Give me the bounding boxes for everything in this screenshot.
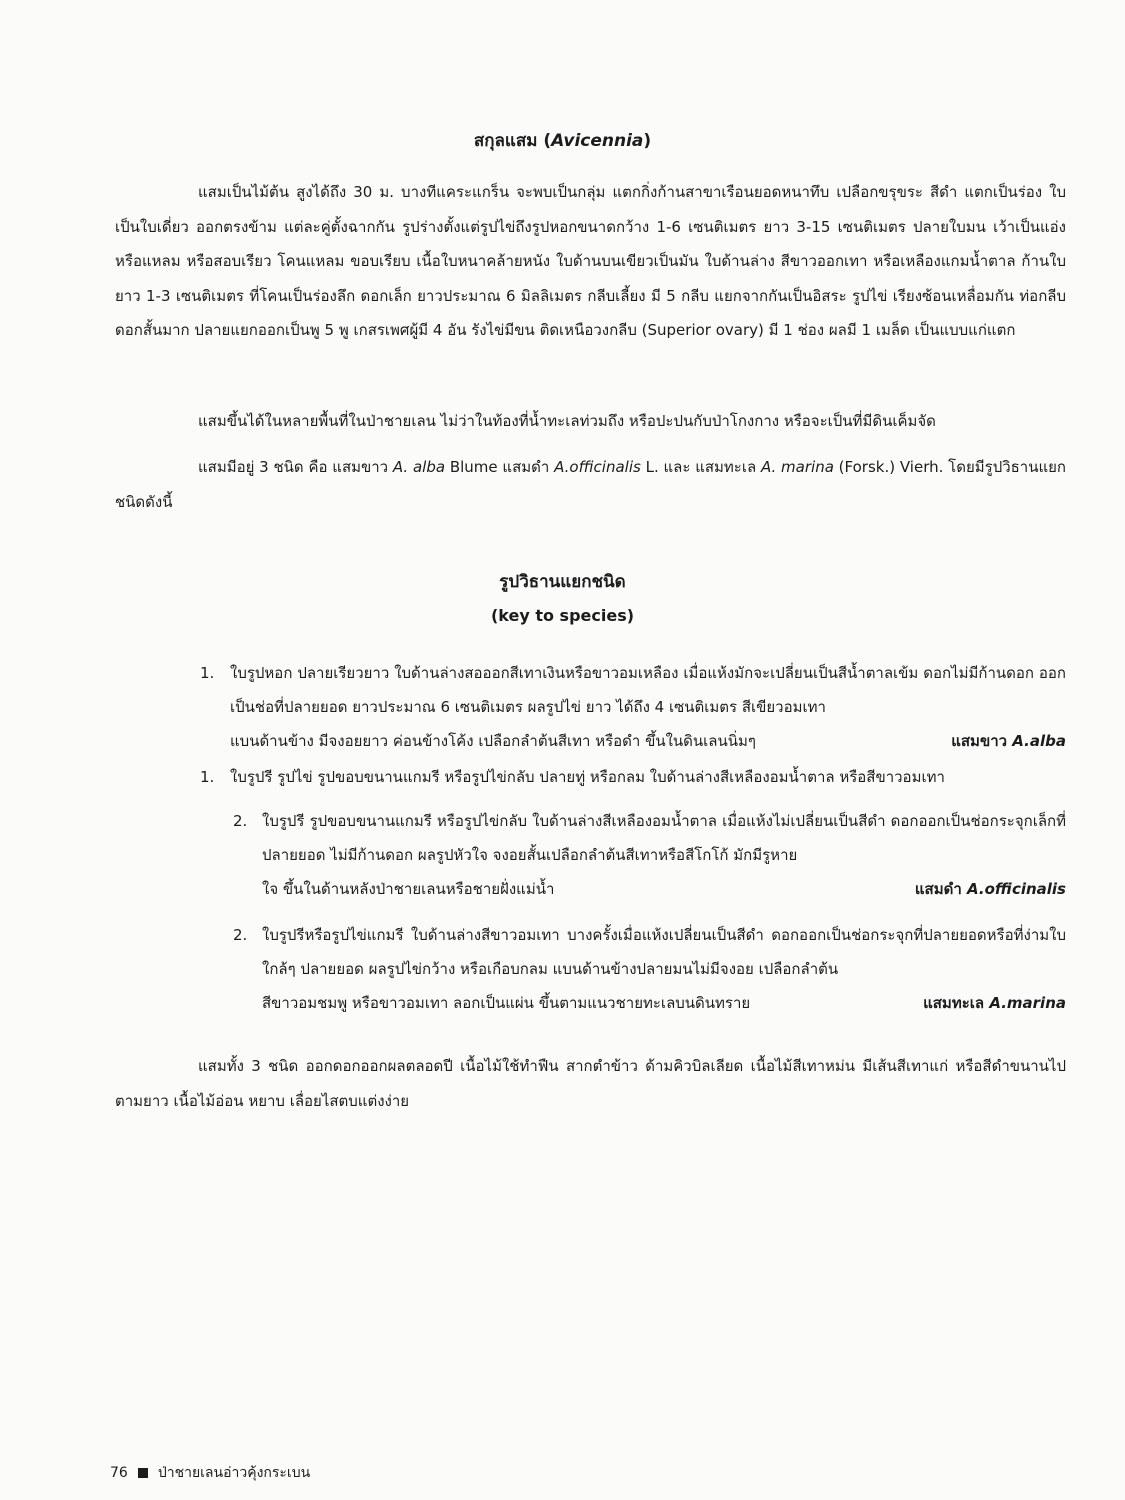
species-result: แสมดำ A.officinalis <box>914 880 1066 898</box>
species-result: แสมทะเล A.marina <box>923 994 1066 1012</box>
key-number: 2. <box>233 926 248 944</box>
key-number: 1. <box>200 664 215 682</box>
key-text: ใบรูปรีหรือรูปไข่แกมรี ใบด้านล่างสีขาวอมเทา บางครั้งเมื่อแห้งเปลี่ยนเป็นสีดำ ดอกออกเป็นช่อกระจุกที่ปลายยอดหรือที่ง่ามใบใกล้ๆ ปลายยอด ผลรูปไข่กว้าง หรือเกือบกลม แบนด้านข้างปลายมนไม่มีจงอย เปลือกลำต้น <box>262 926 1066 978</box>
key-subtitle: (key to species) <box>490 606 635 625</box>
species-key <box>200 656 1066 1020</box>
key-item: 2. ใบรูปรี รูปขอบขนานแกมรี หรือรูปไข่กลับ ใบด้านล่างสีเหลืองอมน้ำตาล เมื่อแห้งไม่เปลี่ยนเป็นสีดำ ดอกออกเป็นช่อกระจุกเล็กที่ปลายยอด ไม่มีก้านดอก ผลรูปหัวใจ จงอยสั้นเปลือกลำต้นสีเทาหรือสีโกโก้ มักมีรูหาย ใจ ขึ้นในด้านหลังป่าชายเลนหรือชายฝั่งแม่น้ำ แสมดำ A.officinalis <box>200 804 1066 906</box>
habitat-paragraph: แสมขึ้นได้ในหลายพื้นที่ในป่าชายเลน ไม่ว่าในท้องที่น้ำทะเลท่วมถึง หรือปะปนกับป่าโกงกาง หรือจะเป็นที่มีดินเค็มจัด <box>198 412 936 430</box>
description-paragraph: แสมเป็นไม้ต้น สูงได้ถึง 30 ม. บางทีแคระแกร็น จะพบเป็นกลุ่ม แตกกิ่งก้านสาขาเรือนยอดหนาทึบ เปลือกขรุขระ สีดำ แตกเป็นร่อง ใบเป็นใบเดี่ยว ออกตรงข้าม แต่ละคู่ตั้งฉากกัน รูปร่างตั้งแต่รูปไข่ถึงรูปหอกขนาดกว้าง 1-6 เซนติเมตร ยาว 3-15 เซนติเมตร ปลายใบมน เว้าเป็นแอ่ง หรือแหลม หรือสอบเรียว โคนแหลม ขอบเรียบ เนื้อใบหนาคล้ายหนัง ใบด้านบนเขียวเป็นมัน ใบด้านล่าง สีขาวออกเทา หรือเหลืองแกมน้ำตาล ก้านใบยาว 1-3 เซนติเมตร ที่โคนเป็นร่องลึก ดอกเล็ก ยาวประมาณ 6 มิลลิเมตร กลีบเลี้ยง มี 5 กลีบ แยกจากกันเป็นอิสระ รูปไข่ เรียงซ้อนเหลื่อมกัน ท่อกลีบดอกสั้นมาก ปลายแยกออกเป็นพู 5 พู เกสรเพศผู้มี 4 อัน รังไข่มีขน ติดเหนือวงกลีบ (Superior ovary) มี 1 ช่อง ผลมี 1 เมล็ด เป็นแบบแก่แตก <box>115 183 1066 339</box>
title-text: สกุลแสม ( <box>473 131 552 151</box>
key-item: 1. ใบรูปหอก ปลายเรียวยาว ใบด้านล่างสอออกสีเทาเงินหรือขาวอมเหลือง เมื่อแห้งมักจะเปลี่ยนเป็นสีน้ำตาลเข้ม ดอกไม่มีก้านดอก ออกเป็นช่อที่ปลายยอด ยาวประมาณ 6 เซนติเมตร ผลรูปไข่ ยาว ได้ถึง 4 เซนติเมตร สีเขียวอมเทา แบนด้านข้าง มีจงอยยาว ค่อนข้างโค้ง เปลือกลำต้นสีเทา หรือดำ ขึ้นในดินเลนนิ่มๆ แสมขาว A.alba <box>200 656 1066 758</box>
sci-name: A. marina <box>760 458 834 476</box>
key-item <box>200 760 1066 794</box>
title-close: ) <box>643 131 652 151</box>
key-number: 2. <box>233 812 248 830</box>
key-number: 1. <box>200 768 215 786</box>
key-text: ใบรูปรี รูปขอบขนานแกมรี หรือรูปไข่กลับ ใบด้านล่างสีเหลืองอมน้ำตาล เมื่อแห้งไม่เปลี่ยนเป็นสีดำ ดอกออกเป็นช่อกระจุกเล็กที่ปลายยอด ไม่มีก้านดอก ผลรูปหัวใจ จงอยสั้นเปลือกลำต้นสีเทาหรือสีโกโก้ มักมีรูหาย <box>262 812 1066 864</box>
sci-name: A. alba <box>392 458 446 476</box>
title-genus: Avicennia <box>551 131 644 151</box>
key-text: ใบรูปรี รูปไข่ รูปขอบขนานแกมรี หรือรูปไข่กลับ ปลายทู่ หรือกลม ใบด้านล่างสีเหลืองอมน้ำตาล หรือสีขาวอมเทา <box>230 768 945 786</box>
closing-paragraph: แสมทั้ง 3 ชนิด ออกดอกออกผลตลอดปี เนื้อไม้ใช้ทำฟืน สากตำข้าว ด้ามคิวบิลเลียด เนื้อไม้สีเทาหม่น มีเส้นสีเทาแก่ หรือสีดำขนานไปตามยาว เนื้อไม้อ่อน หยาบ เลื่อยไสตบแต่งง่าย <box>115 1057 1066 1110</box>
book-title: ป่าชายเลนอ่าวคุ้งกระเบน <box>157 1465 311 1481</box>
key-item: 2. ใบรูปรีหรือรูปไข่แกมรี ใบด้านล่างสีขาวอมเทา บางครั้งเมื่อแห้งเปลี่ยนเป็นสีดำ ดอกออกเป็นช่อกระจุกที่ปลายยอดหรือที่ง่ามใบใกล้ๆ ปลายยอด ผลรูปไข่กว้าง หรือเกือบกลม แบนด้านข้างปลายมนไม่มีจงอย เปลือกลำต้น สีขาวอมชมพู หรือขาวอมเทา ลอกเป็นแผ่น ขึ้นตามแนวชายทะเลบนดินทราย แสมทะเล A.marina <box>200 918 1066 1020</box>
key-title: รูปวิธานแยกชนิด <box>499 572 626 592</box>
species-paragraph: แสมมีอยู่ 3 ชนิด คือ แสมขาว A. alba Blume แสมดำ A.officinalis L. และ แสมทะเล A. marina (Forsk.) Vierh. โดยมีรูปวิธานแยกชนิดดังนี้ <box>115 458 1067 511</box>
key-text: ใบรูปหอก ปลายเรียวยาว ใบด้านล่างสอออกสีเทาเงินหรือขาวอมเหลือง เมื่อแห้งมักจะเปลี่ยนเป็นสีน้ำตาลเข้ม ดอกไม่มีก้านดอก ออกเป็นช่อที่ปลายยอด ยาวประมาณ 6 เซนติเมตร ผลรูปไข่ ยาว ได้ถึง 4 เซนติเมตร สีเขียวอมเทา <box>230 664 1066 716</box>
sci-name: A.officinalis <box>554 458 641 476</box>
page-number: 76 <box>110 1465 128 1481</box>
species-result: แสมขาว A.alba <box>951 732 1066 750</box>
genus-title <box>0 127 1125 154</box>
page-footer <box>110 1462 310 1484</box>
square-bullet-icon <box>138 1468 148 1478</box>
